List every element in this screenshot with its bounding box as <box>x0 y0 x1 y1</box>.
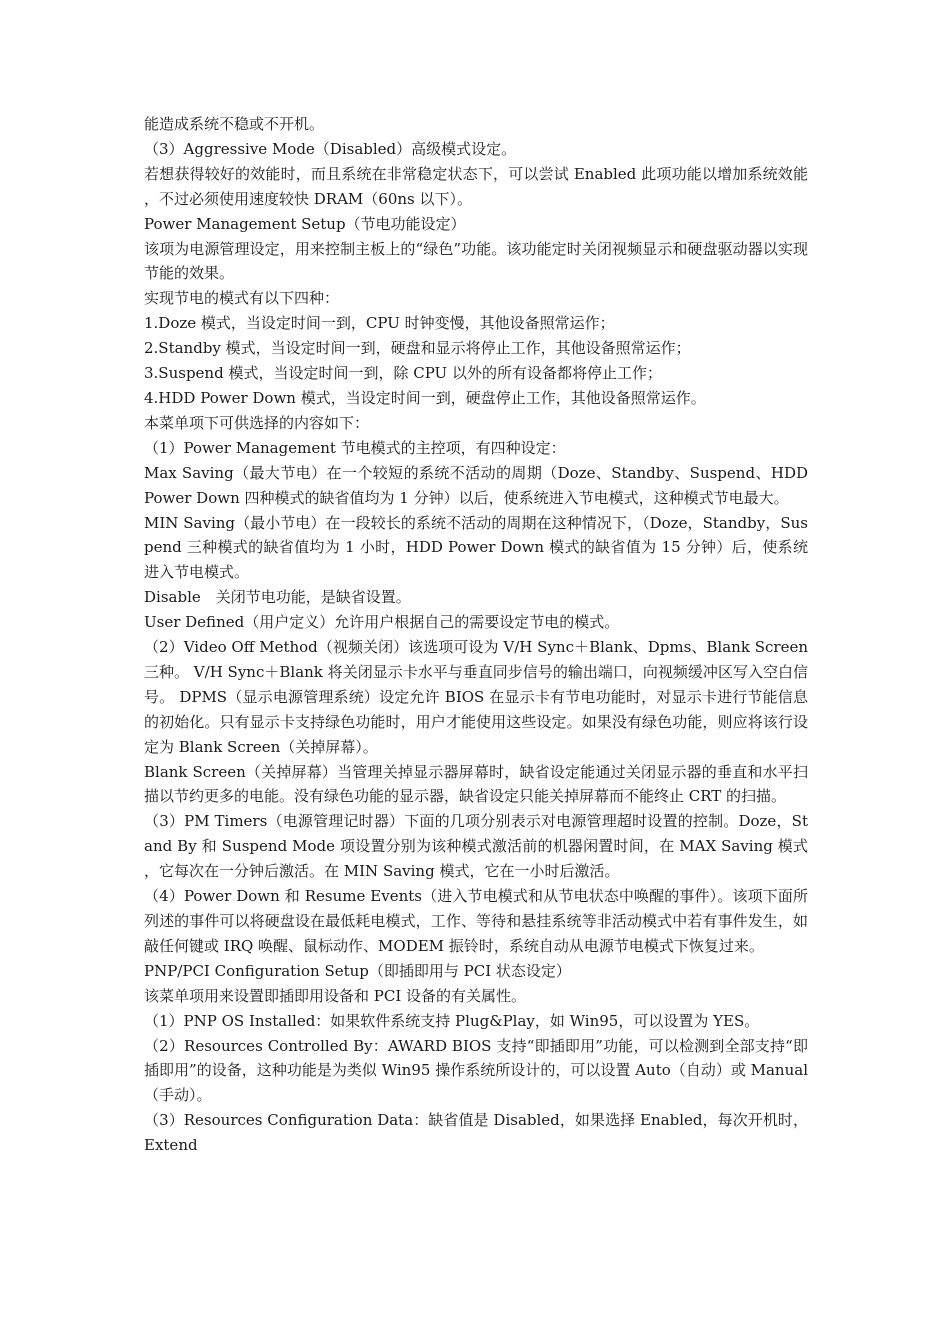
paragraph: Disable 关闭节电功能，是缺省设置。 <box>144 588 411 607</box>
paragraph: 本菜单项下可供选择的内容如下： <box>144 413 370 432</box>
paragraph: MIN Saving（最小节电）在一段较长的系统不活动的周期在这种情况下，（Doze，Standby，Suspend 三种模式的缺省值均为 1 小时，HDD Power Down 模式的缺省值为 15 分钟）后，使系统进入节电模式。 <box>144 513 808 582</box>
list-item: 3.Suspend 模式，当设定时间一到，除 CPU 以外的所有设备都将停止工作； <box>144 364 662 383</box>
paragraph: （3）PM Timers（电源管理记时器）下面的几项分别表示对电源管理超时设置的控制。Doze，Stand By 和 Suspend Mode 项设置分别为该种模式激活前的机器闲置时间，在 MAX Saving 模式，它每次在一分钟后激活。在 MIN Saving 模式，它在一小时后激活。 <box>144 812 808 881</box>
section-heading: PNP/PCI Configuration Setup（即插即用与 PCI 状态设定） <box>144 961 571 980</box>
paragraph: 实现节电的模式有以下四种： <box>144 289 340 308</box>
document-page <box>144 112 808 1158</box>
list-item: 1.Doze 模式，当设定时间一到，CPU 时钟变慢，其他设备照常运作； <box>144 314 615 333</box>
paragraph: User Defined（用户定义）允许用户根据自己的需要设定节电的模式。 <box>144 613 620 632</box>
paragraph: （1）PNP OS Installed：如果软件系统支持 Plug&Play，如 Win95，可以设置为 YES。 <box>144 1011 760 1030</box>
paragraph: （2）Resources Controlled By：AWARD BIOS 支持“即插即用”功能，可以检测到全部支持“即插即用”的设备，这种功能是为类似 Win95 操作系统所设计的，可以设置 Auto（自动）或 Manual（手动）。 <box>144 1036 808 1105</box>
paragraph: 若想获得较好的效能时，而且系统在非常稳定状态下，可以尝试 Enabled 此项功能以增加系统效能，不过必须使用速度较快 DRAM（60ns 以下）。 <box>144 164 808 208</box>
paragraph: （3）Aggressive Mode（Disabled）高级模式设定。 <box>144 139 517 158</box>
paragraph: 该菜单项用来设置即插即用设备和 PCI 设备的有关属性。 <box>144 986 527 1005</box>
list-item: 4.HDD Power Down 模式，当设定时间一到，硬盘停止工作，其他设备照常运作。 <box>144 388 706 407</box>
paragraph: Blank Screen（关掉屏幕）当管理关掉显示器屏幕时，缺省设定能通过关闭显示器的垂直和水平扫描以节约更多的电能。没有绿色功能的显示器，缺省设定只能关掉屏幕而不能终止 CRT 的扫描。 <box>144 762 808 806</box>
paragraph: Max Saving（最大节电）在一个较短的系统不活动的周期（Doze、Standby、Suspend、HDD Power Down 四种模式的缺省值均为 1 分钟）以后，使系统进入节电模式，这种模式节电最大。 <box>144 463 808 507</box>
paragraph: （4）Power Down 和 Resume Events（进入节电模式和从节电状态中唤醒的事件）。该项下面所列述的事件可以将硬盘设在最低耗电模式，工作、等待和悬挂系统等非活动模式中若有事件发生，如敲任何键或 IRQ 唤醒、鼠标动作、MODEM 振铃时，系统自动从电源节电模式下恢复过来。 <box>144 887 808 955</box>
paragraph: 该项为电源管理设定，用来控制主板上的“绿色”功能。该功能定时关闭视频显示和硬盘驱动器以实现节能的效果。 <box>144 239 808 283</box>
paragraph: （3）Resources Configuration Data：缺省值是 Disabled，如果选择 Enabled，每次开机时，Extend <box>144 1111 808 1155</box>
paragraph: （1）Power Management 节电模式的主控项，有四种设定： <box>144 438 566 457</box>
paragraph: （2）Video Off Method（视频关闭）该选项可设为 V/H Sync＋Blank、Dpms、Blank Screen 三种。 V/H Sync＋Blank 将关闭显示卡水平与垂直同步信号的输出端口，向视频缓冲区写入空白信号。 DPMS（显示电源管理系统）设定允许 BIOS 在显示卡有节电功能时，对显示卡进行节能信息的初始化。只有显示卡支持绿色功能时，用户才能使用这些设定。如果没有绿色功能，则应将该行设定为 Blank Screen（关掉屏幕）。 <box>144 638 808 756</box>
list-item: 2.Standby 模式，当设定时间一到，硬盘和显示将停止工作，其他设备照常运作； <box>144 339 691 358</box>
section-heading: Power Management Setup（节电功能设定） <box>144 214 466 233</box>
paragraph: 能造成系统不稳或不开机。 <box>144 115 325 133</box>
